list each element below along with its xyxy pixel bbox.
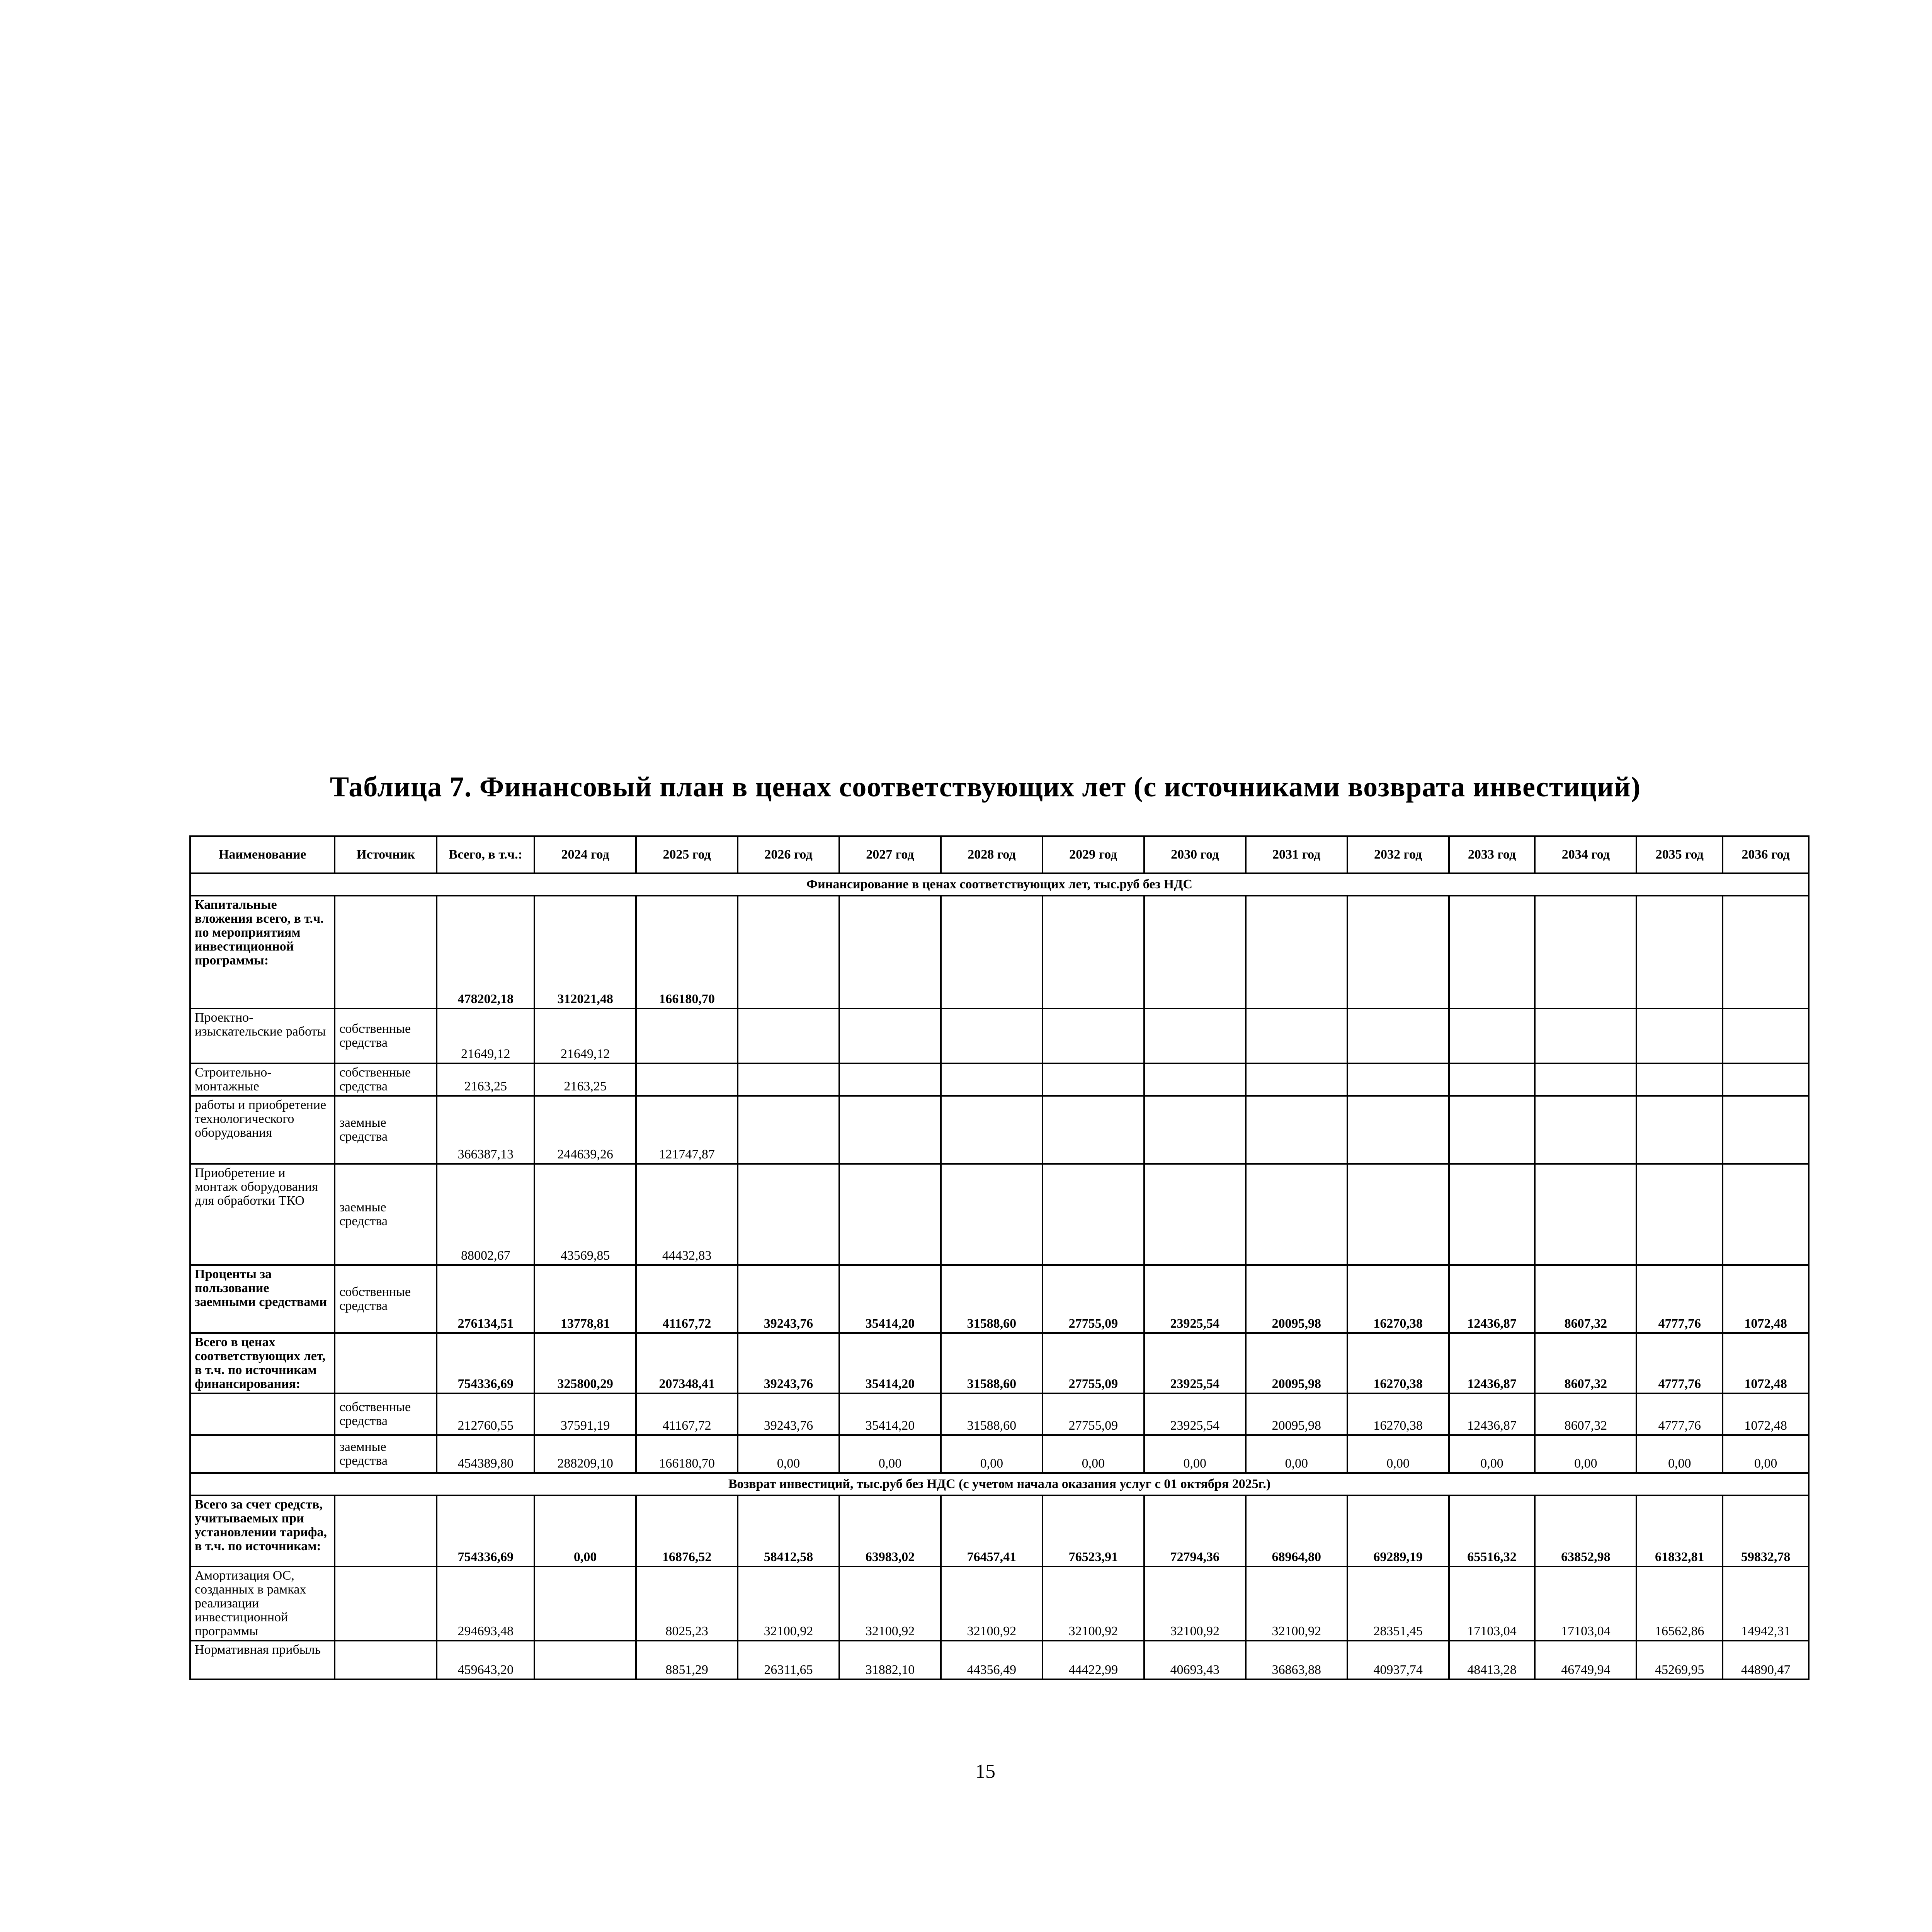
- value-cell: [839, 1063, 941, 1096]
- value-cell: 12436,87: [1449, 1265, 1535, 1333]
- row-source: заемные средства: [335, 1164, 437, 1265]
- value-cell: [1535, 896, 1636, 1009]
- value-cell: 40693,43: [1144, 1641, 1246, 1679]
- value-cell: 31588,60: [941, 1393, 1043, 1435]
- value-cell: 32100,92: [1043, 1566, 1144, 1641]
- section-title: Финансирование в ценах соответствующих лет, тыс.руб без НДС: [190, 873, 1809, 896]
- value-cell: [1347, 1096, 1449, 1164]
- value-cell: 17103,04: [1449, 1566, 1535, 1641]
- value-cell: [1723, 1009, 1809, 1063]
- table-row: [190, 1333, 1809, 1393]
- table-row: [190, 1164, 1809, 1265]
- value-cell: 8607,32: [1535, 1333, 1636, 1393]
- value-cell: [1535, 1096, 1636, 1164]
- column-header: 2030 год: [1144, 836, 1246, 873]
- table-row: [190, 1393, 1809, 1435]
- value-cell: [1449, 896, 1535, 1009]
- value-cell: [1449, 1096, 1535, 1164]
- value-cell: 41167,72: [636, 1393, 738, 1435]
- table-row: [190, 1566, 1809, 1641]
- value-cell: 312021,48: [534, 896, 636, 1009]
- value-cell: 13778,81: [534, 1265, 636, 1333]
- value-cell: 65516,32: [1449, 1495, 1535, 1566]
- value-cell: [1723, 1096, 1809, 1164]
- value-cell: 21649,12: [534, 1009, 636, 1063]
- value-cell: 166180,70: [636, 1435, 738, 1473]
- value-cell: 20095,98: [1246, 1265, 1347, 1333]
- value-cell: 32100,92: [738, 1566, 839, 1641]
- value-cell: 46749,94: [1535, 1641, 1636, 1679]
- value-cell: 35414,20: [839, 1265, 941, 1333]
- value-cell: [1144, 1063, 1246, 1096]
- table-title: Таблица 7. Финансовый план в ценах соответствующих лет (с источниками возврата инвестиций): [330, 771, 1641, 803]
- value-cell: [1144, 1009, 1246, 1063]
- row-source: собственные средства: [335, 1063, 437, 1096]
- value-cell: [738, 896, 839, 1009]
- value-cell: 31588,60: [941, 1333, 1043, 1393]
- value-cell: [1449, 1164, 1535, 1265]
- section-title: Возврат инвестиций, тыс.руб без НДС (с учетом начала оказания услуг с 01 октября 2025г.): [190, 1473, 1809, 1495]
- value-cell: 8607,32: [1535, 1393, 1636, 1435]
- value-cell: [941, 1063, 1043, 1096]
- row-name: Всего за счет средств, учитываемых при установлении тарифа, в т.ч. по источникам:: [190, 1495, 335, 1566]
- value-cell: 366387,13: [437, 1096, 534, 1164]
- value-cell: 44422,99: [1043, 1641, 1144, 1679]
- value-cell: [738, 1096, 839, 1164]
- value-cell: 28351,45: [1347, 1566, 1449, 1641]
- value-cell: 0,00: [1144, 1435, 1246, 1473]
- value-cell: [1043, 1009, 1144, 1063]
- table-row: [190, 1009, 1809, 1063]
- column-header: 2025 год: [636, 836, 738, 873]
- table-row: [190, 1096, 1809, 1164]
- value-cell: 1072,48: [1723, 1265, 1809, 1333]
- value-cell: [1347, 896, 1449, 1009]
- value-cell: 121747,87: [636, 1096, 738, 1164]
- value-cell: [1347, 1009, 1449, 1063]
- value-cell: 12436,87: [1449, 1333, 1535, 1393]
- value-cell: [1636, 1164, 1723, 1265]
- value-cell: 35414,20: [839, 1333, 941, 1393]
- value-cell: 39243,76: [738, 1393, 839, 1435]
- value-cell: [839, 1009, 941, 1063]
- value-cell: [1636, 1096, 1723, 1164]
- value-cell: 68964,80: [1246, 1495, 1347, 1566]
- value-cell: [839, 896, 941, 1009]
- row-name: Проектно-изыскательские работы: [190, 1009, 335, 1063]
- column-header: 2032 год: [1347, 836, 1449, 873]
- value-cell: [1246, 1096, 1347, 1164]
- row-source: собственные средства: [335, 1265, 437, 1333]
- value-cell: 14942,31: [1723, 1566, 1809, 1641]
- value-cell: 16876,52: [636, 1495, 738, 1566]
- value-cell: 88002,67: [437, 1164, 534, 1265]
- page-number: 15: [975, 1760, 995, 1782]
- value-cell: [1636, 1063, 1723, 1096]
- value-cell: 0,00: [1347, 1435, 1449, 1473]
- value-cell: [1043, 896, 1144, 1009]
- value-cell: [534, 1641, 636, 1679]
- value-cell: [1043, 1096, 1144, 1164]
- value-cell: [1723, 1063, 1809, 1096]
- value-cell: 31588,60: [941, 1265, 1043, 1333]
- value-cell: 44356,49: [941, 1641, 1043, 1679]
- value-cell: 39243,76: [738, 1265, 839, 1333]
- row-source: [335, 1566, 437, 1641]
- column-header: 2024 год: [534, 836, 636, 873]
- value-cell: 17103,04: [1535, 1566, 1636, 1641]
- value-cell: 76457,41: [941, 1495, 1043, 1566]
- value-cell: [941, 896, 1043, 1009]
- value-cell: [1723, 1164, 1809, 1265]
- value-cell: [1449, 1009, 1535, 1063]
- value-cell: [1723, 896, 1809, 1009]
- value-cell: 61832,81: [1636, 1495, 1723, 1566]
- value-cell: 754336,69: [437, 1333, 534, 1393]
- value-cell: 23925,54: [1144, 1333, 1246, 1393]
- row-source: собственные средства: [335, 1393, 437, 1435]
- row-source: [335, 896, 437, 1009]
- value-cell: 16270,38: [1347, 1393, 1449, 1435]
- value-cell: 207348,41: [636, 1333, 738, 1393]
- section-row: [190, 873, 1809, 896]
- value-cell: [636, 1063, 738, 1096]
- value-cell: 754336,69: [437, 1495, 534, 1566]
- value-cell: [1043, 1164, 1144, 1265]
- value-cell: [1246, 1009, 1347, 1063]
- value-cell: 27755,09: [1043, 1393, 1144, 1435]
- value-cell: [941, 1009, 1043, 1063]
- value-cell: [1347, 1063, 1449, 1096]
- value-cell: 32100,92: [1246, 1566, 1347, 1641]
- value-cell: 72794,36: [1144, 1495, 1246, 1566]
- row-name: Амортизация ОС, созданных в рамках реализации инвестиционной программы: [190, 1566, 335, 1641]
- column-header: Наименование: [190, 836, 335, 873]
- value-cell: 41167,72: [636, 1265, 738, 1333]
- table-row: [190, 1265, 1809, 1333]
- value-cell: 39243,76: [738, 1333, 839, 1393]
- value-cell: 58412,58: [738, 1495, 839, 1566]
- value-cell: 0,00: [1723, 1435, 1809, 1473]
- column-header: 2035 год: [1636, 836, 1723, 873]
- value-cell: [1535, 1063, 1636, 1096]
- value-cell: 12436,87: [1449, 1393, 1535, 1435]
- value-cell: 36863,88: [1246, 1641, 1347, 1679]
- value-cell: [1144, 1164, 1246, 1265]
- column-header: 2034 год: [1535, 836, 1636, 873]
- value-cell: [1636, 896, 1723, 1009]
- value-cell: 16562,86: [1636, 1566, 1723, 1641]
- value-cell: 212760,55: [437, 1393, 534, 1435]
- value-cell: 8851,29: [636, 1641, 738, 1679]
- value-cell: [1246, 896, 1347, 1009]
- column-header: 2031 год: [1246, 836, 1347, 873]
- row-name: Капитальные вложения всего, в т.ч. по мероприятиям инвестиционной программы:: [190, 896, 335, 1009]
- value-cell: 35414,20: [839, 1393, 941, 1435]
- value-cell: 0,00: [534, 1495, 636, 1566]
- value-cell: 32100,92: [839, 1566, 941, 1641]
- value-cell: 37591,19: [534, 1393, 636, 1435]
- value-cell: 478202,18: [437, 896, 534, 1009]
- value-cell: 45269,95: [1636, 1641, 1723, 1679]
- row-source: заемные средства: [335, 1435, 437, 1473]
- value-cell: [534, 1566, 636, 1641]
- value-cell: 1072,48: [1723, 1333, 1809, 1393]
- value-cell: 0,00: [738, 1435, 839, 1473]
- value-cell: [738, 1063, 839, 1096]
- value-cell: 63983,02: [839, 1495, 941, 1566]
- value-cell: 76523,91: [1043, 1495, 1144, 1566]
- value-cell: [1246, 1164, 1347, 1265]
- value-cell: 0,00: [1636, 1435, 1723, 1473]
- header-row: [190, 836, 1809, 873]
- value-cell: 2163,25: [437, 1063, 534, 1096]
- row-name: Проценты за пользование заемными средствами: [190, 1265, 335, 1333]
- value-cell: [1535, 1164, 1636, 1265]
- row-name: Строительно-монтажные: [190, 1063, 335, 1096]
- value-cell: 20095,98: [1246, 1393, 1347, 1435]
- value-cell: 166180,70: [636, 896, 738, 1009]
- row-name: работы и приобретение технологического оборудования: [190, 1096, 335, 1164]
- row-name: Нормативная прибыль: [190, 1641, 335, 1679]
- column-header: 2036 год: [1723, 836, 1809, 873]
- value-cell: 44890,47: [1723, 1641, 1809, 1679]
- value-cell: 32100,92: [941, 1566, 1043, 1641]
- row-name: [190, 1435, 335, 1473]
- row-source: собственные средства: [335, 1009, 437, 1063]
- section-row: [190, 1473, 1809, 1495]
- value-cell: 2163,25: [534, 1063, 636, 1096]
- value-cell: 59832,78: [1723, 1495, 1809, 1566]
- table-body: [190, 873, 1809, 1679]
- row-name: Приобретение и монтаж оборудования для обработки ТКО: [190, 1164, 335, 1265]
- value-cell: 48413,28: [1449, 1641, 1535, 1679]
- column-header: Источник: [335, 836, 437, 873]
- table-row: [190, 896, 1809, 1009]
- value-cell: 459643,20: [437, 1641, 534, 1679]
- value-cell: 4777,76: [1636, 1265, 1723, 1333]
- value-cell: [1636, 1009, 1723, 1063]
- value-cell: 27755,09: [1043, 1333, 1144, 1393]
- value-cell: 44432,83: [636, 1164, 738, 1265]
- column-header: Всего, в т.ч.:: [437, 836, 534, 873]
- value-cell: 4777,76: [1636, 1333, 1723, 1393]
- column-header: 2027 год: [839, 836, 941, 873]
- value-cell: 0,00: [1535, 1435, 1636, 1473]
- value-cell: 20095,98: [1246, 1333, 1347, 1393]
- value-cell: [1144, 896, 1246, 1009]
- value-cell: 69289,19: [1347, 1495, 1449, 1566]
- value-cell: 1072,48: [1723, 1393, 1809, 1435]
- row-name: Всего в ценах соответствующих лет, в т.ч. по источникам финансирования:: [190, 1333, 335, 1393]
- value-cell: 8025,23: [636, 1566, 738, 1641]
- value-cell: 8607,32: [1535, 1265, 1636, 1333]
- value-cell: [738, 1009, 839, 1063]
- table-row: [190, 1435, 1809, 1473]
- value-cell: 288209,10: [534, 1435, 636, 1473]
- column-header: 2026 год: [738, 836, 839, 873]
- value-cell: 4777,76: [1636, 1393, 1723, 1435]
- value-cell: 244639,26: [534, 1096, 636, 1164]
- financial-plan-table: [189, 835, 1810, 1680]
- row-source: [335, 1333, 437, 1393]
- value-cell: 23925,54: [1144, 1265, 1246, 1333]
- value-cell: 23925,54: [1144, 1393, 1246, 1435]
- row-source: [335, 1495, 437, 1566]
- value-cell: [839, 1096, 941, 1164]
- column-header: 2028 год: [941, 836, 1043, 873]
- value-cell: [1246, 1063, 1347, 1096]
- value-cell: 454389,80: [437, 1435, 534, 1473]
- value-cell: 325800,29: [534, 1333, 636, 1393]
- value-cell: 31882,10: [839, 1641, 941, 1679]
- value-cell: 43569,85: [534, 1164, 636, 1265]
- table-header: [190, 836, 1809, 873]
- value-cell: [636, 1009, 738, 1063]
- value-cell: 0,00: [1449, 1435, 1535, 1473]
- table-row: [190, 1063, 1809, 1096]
- value-cell: [941, 1096, 1043, 1164]
- value-cell: [1144, 1096, 1246, 1164]
- row-source: [335, 1641, 437, 1679]
- value-cell: [738, 1164, 839, 1265]
- column-header: 2033 год: [1449, 836, 1535, 873]
- value-cell: 0,00: [941, 1435, 1043, 1473]
- value-cell: 16270,38: [1347, 1333, 1449, 1393]
- column-header: 2029 год: [1043, 836, 1144, 873]
- value-cell: [1535, 1009, 1636, 1063]
- table-row: [190, 1641, 1809, 1679]
- value-cell: 63852,98: [1535, 1495, 1636, 1566]
- value-cell: 0,00: [839, 1435, 941, 1473]
- value-cell: 27755,09: [1043, 1265, 1144, 1333]
- value-cell: [839, 1164, 941, 1265]
- value-cell: 26311,65: [738, 1641, 839, 1679]
- value-cell: 0,00: [1043, 1435, 1144, 1473]
- value-cell: 40937,74: [1347, 1641, 1449, 1679]
- value-cell: 32100,92: [1144, 1566, 1246, 1641]
- value-cell: 276134,51: [437, 1265, 534, 1333]
- value-cell: [1449, 1063, 1535, 1096]
- value-cell: 21649,12: [437, 1009, 534, 1063]
- value-cell: 294693,48: [437, 1566, 534, 1641]
- value-cell: [1347, 1164, 1449, 1265]
- value-cell: [1043, 1063, 1144, 1096]
- row-source: заемные средства: [335, 1096, 437, 1164]
- value-cell: [941, 1164, 1043, 1265]
- table-row: [190, 1495, 1809, 1566]
- value-cell: 16270,38: [1347, 1265, 1449, 1333]
- value-cell: 0,00: [1246, 1435, 1347, 1473]
- row-name: [190, 1393, 335, 1435]
